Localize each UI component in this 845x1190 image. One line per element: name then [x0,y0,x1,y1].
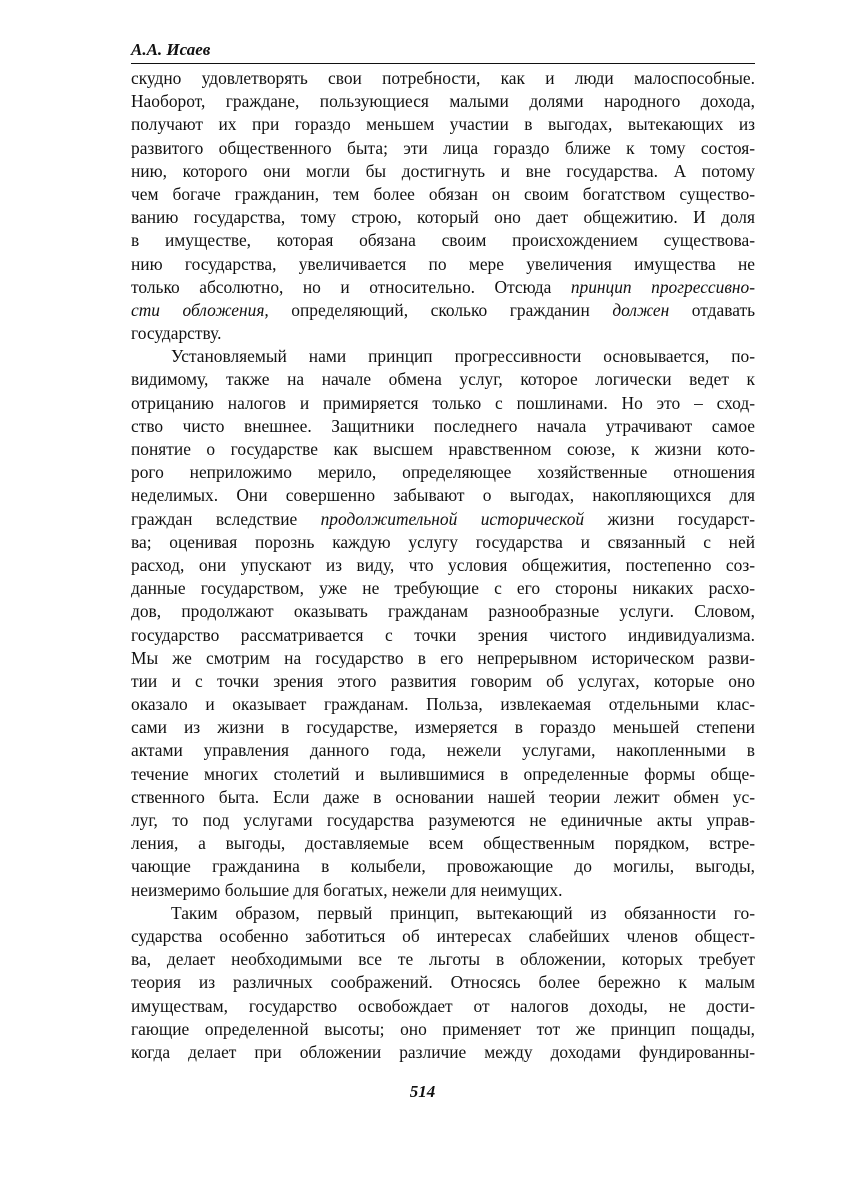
text-run: Наоборот, граждане, пользующиеся малыми долями народного дохода, [131,91,755,112]
text-line [131,322,755,345]
text-line [131,438,755,461]
text-line [131,253,755,276]
text-run: рого неприложимо мерило, определяющее хозяйственные отношения [131,462,755,483]
text-line [131,345,755,368]
text-run: государству. [131,323,222,344]
text-line [131,577,755,600]
text-line [131,763,755,786]
text-line [131,716,755,739]
italic-phrase: должен [612,299,670,320]
text-run: Мы же смотрим на государство в его непрерывном историческом разви- [131,647,755,668]
text-run: граждан вследствие [131,508,321,529]
text-line [131,461,755,484]
text-run: чем богаче гражданин, тем более обязан он своим богатством существо- [131,183,755,204]
text-run: Таким образом, первый принцип, вытекающий из обязанности го- [171,902,755,923]
text-run: отрицанию налогов и примиряется только с пошлинами. Но это – сход- [131,392,755,413]
text-line [131,299,755,322]
text-line [131,670,755,693]
text-line [131,693,755,716]
text-line [131,855,755,878]
text-run: ванию государства, тому строю, который оно дает общежитию. И доля [131,207,755,228]
text-line [131,971,755,994]
text-line [131,508,755,531]
text-run: отдавать [669,299,755,320]
text-line [131,624,755,647]
text-run: Установляемый нами принцип прогрессивности основывается, по- [171,346,755,367]
text-run: получают их при гораздо меньшем участии в выгодах, вытекающих из [131,114,755,135]
text-run: ва, делает необходимыми все те льготы в обложении, которых требует [131,949,755,970]
text-line [131,484,755,507]
running-head-author: А.А. Исаев [131,40,211,59]
text-line [131,600,755,623]
text-run: гающие определенной высоты; оно применяет тот же принцип пощады, [131,1018,755,1039]
text-line [131,276,755,299]
text-run: данные государством, уже не требующие с его стороны никаких расхо- [131,578,755,599]
text-run: нию государства, увеличивается по мере увеличения имущества не [131,253,755,274]
page-number: 514 [409,1082,436,1101]
text-run: сами из жизни в государстве, измеряется в гораздо меньшей степени [131,717,755,738]
text-run: скудно удовлетворять свои потребности, как и люди малоспособные. [131,68,755,88]
text-run: теория из различных соображений. Относясь более бережно к малым [131,972,755,993]
text-run: актами управления данного года, нежели услугами, накопленными в [131,740,755,761]
text-line [131,415,755,438]
text-run: нию, которого они могли бы достигнуть и вне государства. А потому [131,160,755,181]
text-line [131,67,755,90]
text-run: чающие гражданина в колыбели, провожающие до могилы, выгоды, [131,856,755,877]
text-run: только абсолютно, но и относительно. Отсюда [131,276,571,297]
text-run: течение многих столетий и вылившимися в определенные формы обще- [131,763,755,784]
italic-phrase: сти обложения, [131,299,269,320]
text-line [131,113,755,136]
text-run: имуществам, государство освобождает от налогов доходы, не дости- [131,995,755,1016]
text-line [131,925,755,948]
text-line [131,1018,755,1041]
text-run: тии и с точки зрения этого развития говорим об услугах, которые оно [131,670,755,691]
italic-phrase: продолжительной исторической [320,508,585,529]
text-run: государство рассматривается с точки зрения чистого индивидуализма. [131,624,755,645]
text-run: оказало и оказывает гражданам. Польза, извлекаемая отдельными клас- [131,694,755,715]
text-line [131,137,755,160]
text-line [131,832,755,855]
text-run: ва; оценивая порознь каждую услугу государства и связанный с ней [131,531,755,552]
text-run: дов, продолжают оказывать гражданам разнообразные услуги. Словом, [131,601,755,622]
text-line [131,392,755,415]
body-text [131,67,755,1064]
text-run: когда делает при обложении различие между доходами фундированны- [131,1041,755,1062]
text-run: в имуществе, которая обязана своим происхождением существова- [131,230,755,251]
text-run: неделимых. Они совершенно забывают о выгодах, накопляющихся для [131,485,755,506]
text-run: расход, они упускают из виду, что условия общежития, постепенно соз- [131,554,755,575]
text-line [131,948,755,971]
text-line [131,739,755,762]
text-run: жизни государст- [584,508,755,529]
text-run: неизмеримо большие для богатых, нежели для неимущих. [131,879,563,900]
text-line [131,229,755,252]
text-run: сударства особенно заботиться об интересах слабейших членов общест- [131,925,755,946]
text-run: ления, а выгоды, доставляемые всем общественным порядком, встре- [131,833,755,854]
text-line [131,1041,755,1064]
text-line [131,531,755,554]
text-run: видимому, также на начале обмена услуг, которое логически ведет к [131,369,755,390]
text-line [131,879,755,902]
text-line [131,206,755,229]
text-line [131,995,755,1018]
text-run: определяющий, сколько гражданин [268,299,613,320]
document-page [131,40,755,1064]
text-line [131,368,755,391]
text-run: развитого общественного быта; эти лица гораздо ближе к тому состоя- [131,137,755,158]
text-line [131,786,755,809]
text-line [131,647,755,670]
text-line [131,809,755,832]
text-line [131,183,755,206]
text-run: понятие о государстве как высшем нравственном союзе, к жизни кото- [131,439,755,459]
text-line [131,160,755,183]
header-rule [131,63,755,64]
italic-phrase: принцип прогрессивно- [570,276,755,297]
text-line [131,554,755,577]
text-line [131,90,755,113]
text-run: ственного быта. Если даже в основании нашей теории лежит обмен ус- [131,786,755,807]
text-run: ство чисто внешнее. Защитники последнего начала утрачивают самое [131,415,755,436]
text-run: луг, то под услугами государства разумеются не единичные акты управ- [131,810,755,830]
text-line [131,902,755,925]
